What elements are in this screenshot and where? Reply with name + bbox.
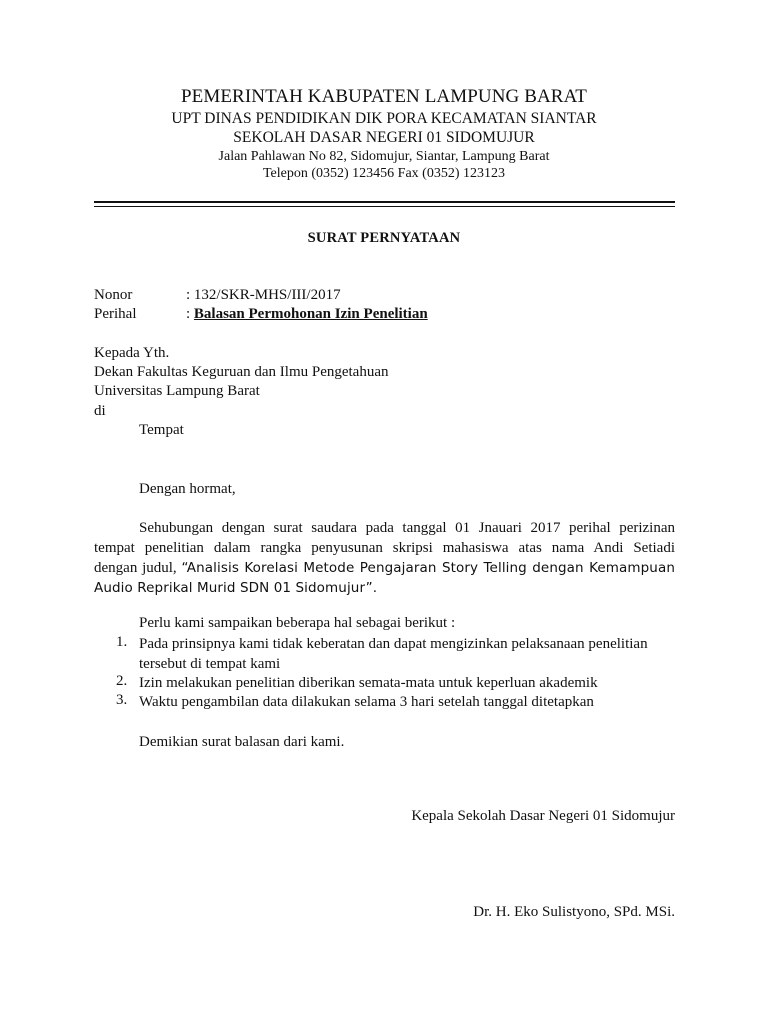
recipient-title: Dekan Fakultas Keguruan dan Ilmu Pengetahuan bbox=[94, 364, 389, 380]
points-intro: Perlu kami sampaikan beberapa hal sebagai berikut : bbox=[139, 615, 456, 631]
point-1-text bbox=[139, 634, 675, 674]
nomor-label: Nonor bbox=[94, 287, 133, 303]
perihal-value: Balasan Permohonan Izin Penelitian bbox=[193, 306, 428, 322]
paragraph-1-line-3-prefix: dengan judul, bbox=[94, 560, 182, 576]
point-1-line-2: tersebut di tempat kami bbox=[139, 656, 281, 672]
greeting: Dengan hormat, bbox=[139, 481, 236, 497]
letterhead-divider-thin bbox=[94, 206, 675, 207]
recipient-institution: Universitas Lampung Barat bbox=[94, 383, 260, 399]
point-1-line-1: Pada prinsipnya kami tidak keberatan dan dapat mengizinkan pelaksanaan penelitian bbox=[139, 636, 648, 652]
letterhead-divider-thick bbox=[94, 201, 675, 203]
point-2-number: 2. bbox=[116, 673, 128, 689]
paragraph-1-line-1: Sehubungan dengan surat saudara pada tanggal 01 Jnauari 2017 perihal perizinan bbox=[139, 520, 675, 536]
signature-name: Dr. H. Eko Sulistyono, SPd. MSi. bbox=[473, 904, 675, 920]
perihal-value-line bbox=[186, 305, 428, 324]
point-3-number: 3. bbox=[116, 692, 128, 708]
recipient-di: di bbox=[94, 403, 106, 419]
point-1-number: 1. bbox=[116, 634, 128, 650]
paragraph-1-line-3 bbox=[94, 558, 675, 578]
paragraph-1 bbox=[94, 518, 675, 598]
closing-sentence: Demikian surat balasan dari kami. bbox=[139, 734, 345, 750]
letterhead-school: SEKOLAH DASAR NEGERI 01 SIDOMUJUR bbox=[233, 129, 535, 146]
letterhead-department: UPT DINAS PENDIDIKAN DIK PORA KECAMATAN SIANTAR bbox=[171, 110, 597, 127]
letterhead-phone: Telepon (0352) 123456 Fax (0352) 123123 bbox=[262, 166, 506, 181]
perihal-colon: : bbox=[186, 306, 191, 322]
research-title-part-2: Audio Reprikal Murid SDN 01 Sidomujur”. bbox=[94, 580, 378, 596]
recipient-place: Tempat bbox=[139, 422, 184, 438]
recipient-salutation: Kepada Yth. bbox=[94, 345, 170, 361]
point-3-text: Waktu pengambilan data dilakukan selama 3 hari setelah tanggal ditetapkan bbox=[139, 694, 594, 710]
nomor-value: : 132/SKR-MHS/III/2017 bbox=[186, 287, 341, 303]
document-title: SURAT PERNYATAAN bbox=[307, 230, 461, 246]
letterhead-government: PEMERINTAH KABUPATEN LAMPUNG BARAT bbox=[180, 86, 588, 107]
perihal-label: Perihal bbox=[94, 306, 137, 322]
signature-position: Kepala Sekolah Dasar Negeri 01 Sidomujur bbox=[411, 808, 675, 824]
paragraph-1-line-2: tempat penelitian dalam rangka penyusunan skripsi mahasiswa atas nama Andi Setiadi bbox=[94, 540, 675, 556]
point-2-text: Izin melakukan penelitian diberikan semata-mata untuk keperluan akademik bbox=[139, 675, 598, 691]
research-title-part-1: “Analisis Korelasi Metode Pengajaran Story Telling dengan Kemampuan bbox=[181, 560, 675, 576]
letterhead-address: Jalan Pahlawan No 82, Sidomujur, Siantar, Lampung Barat bbox=[218, 149, 550, 164]
